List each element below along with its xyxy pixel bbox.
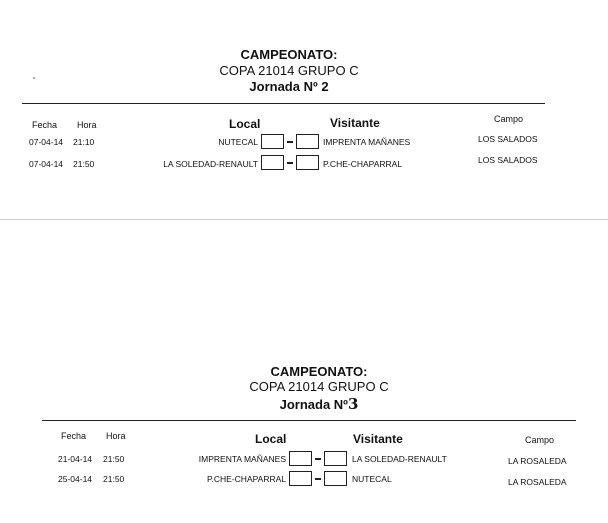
col-local: Local [229, 117, 261, 131]
round-number: 3 [347, 395, 359, 413]
home-score-box[interactable] [289, 451, 312, 466]
home-team: P.CHE-CHAPARRAL [206, 474, 286, 484]
match-time: 21:10 [73, 137, 95, 147]
away-team: P.CHE-CHAPARRAL [323, 159, 403, 169]
home-score-box[interactable] [289, 471, 312, 486]
away-team: LA SOLEDAD-RENAULT [352, 454, 447, 464]
home-team: NUTECAL [218, 137, 258, 147]
match-date: 07-04-14 [29, 159, 64, 169]
match-date: 21-04-14 [58, 454, 93, 464]
score-separator [287, 141, 293, 143]
score-separator [315, 458, 321, 460]
competition-name: COPA 21014 GRUPO C [219, 63, 359, 78]
match-time: 21:50 [103, 454, 125, 464]
page-divider [0, 219, 608, 220]
championship-title: CAMPEONATO: [240, 47, 338, 62]
away-score-box[interactable] [296, 134, 319, 149]
score-separator [287, 162, 293, 164]
match-venue: LOS SALADOS [478, 155, 538, 165]
away-score-box[interactable] [324, 471, 347, 486]
home-score-box[interactable] [261, 155, 284, 170]
col-visitante: Visitante [353, 432, 403, 446]
col-fecha: Fecha [61, 431, 87, 441]
col-hora: Hora [106, 431, 126, 441]
away-team: IMPRENTA MAÑANES [323, 137, 411, 147]
col-visitante: Visitante [330, 116, 380, 130]
competition-name: COPA 21014 GRUPO C [249, 379, 389, 394]
round-label [219, 395, 419, 413]
match-venue: LOS SALADOS [478, 134, 538, 144]
championship-title: CAMPEONATO: [270, 364, 368, 379]
round-prefix: Jornada Nº [279, 397, 348, 412]
match-venue: LA ROSALEDA [508, 456, 567, 466]
header-rule [22, 103, 545, 104]
score-separator [315, 478, 321, 480]
header-rule [42, 420, 576, 421]
home-team: LA SOLEDAD-RENAULT [163, 159, 258, 169]
col-local: Local [255, 432, 287, 446]
home-score-box[interactable] [261, 134, 284, 149]
col-fecha: Fecha [32, 120, 58, 130]
col-campo: Campo [494, 114, 524, 124]
match-time: 21:50 [103, 474, 125, 484]
home-team: IMPRENTA MAÑANES [198, 454, 286, 464]
match-date: 07-04-14 [29, 137, 64, 147]
round-label [189, 79, 389, 94]
match-time: 21:50 [73, 159, 95, 169]
col-hora: Hora [77, 120, 97, 130]
round-prefix: Jornada Nº [249, 79, 318, 94]
away-score-box[interactable] [324, 451, 347, 466]
col-campo: Campo [525, 435, 555, 445]
match-venue: LA ROSALEDA [508, 477, 567, 487]
scan-speck [33, 77, 35, 79]
round-number: 2 [321, 79, 329, 94]
away-team: NUTECAL [352, 474, 392, 484]
away-score-box[interactable] [296, 155, 319, 170]
match-date: 25-04-14 [58, 474, 93, 484]
